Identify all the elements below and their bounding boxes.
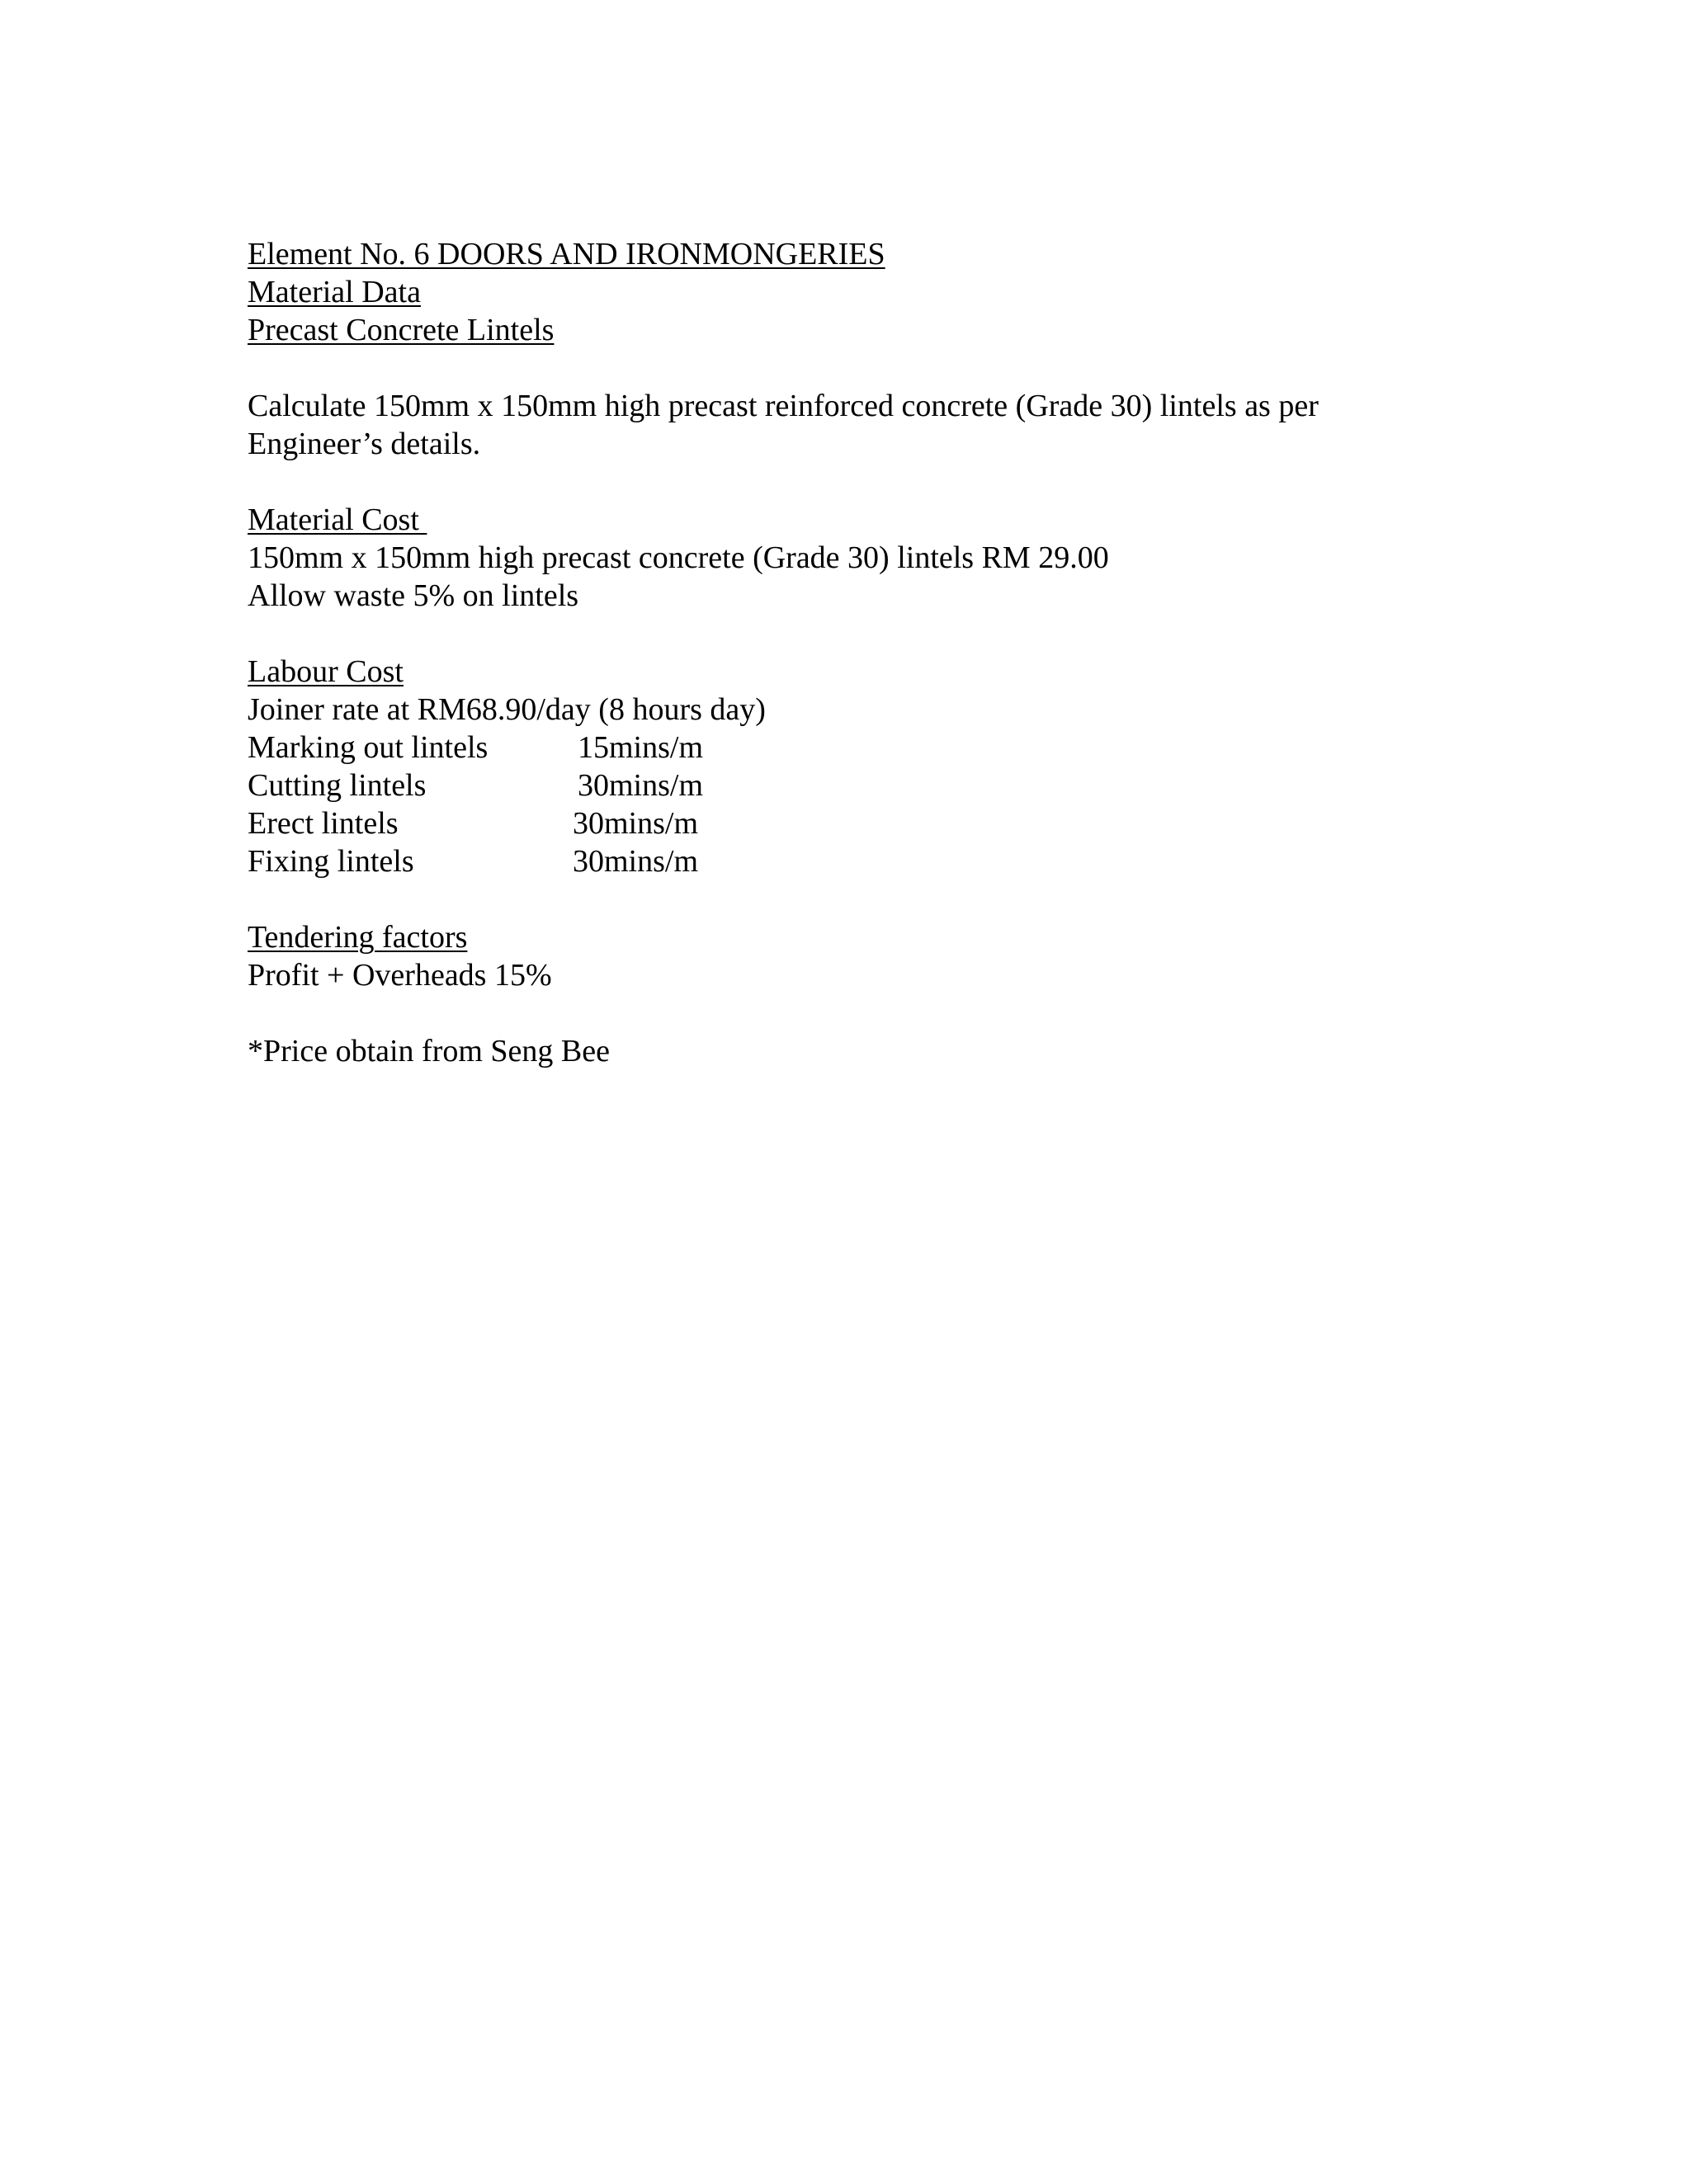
tendering-line-1: Profit + Overheads 15% <box>248 958 552 993</box>
material-cost-line-2: Allow waste 5% on lintels <box>248 578 579 613</box>
labour-task-row <box>248 804 1485 842</box>
spacer <box>248 349 1485 387</box>
labour-task-row <box>248 729 1485 767</box>
item-heading: Precast Concrete Lintels <box>248 313 555 347</box>
element-heading: Element No. 6 DOORS AND IRONMONGERIES <box>248 237 885 271</box>
labour-task-value: 30mins/m <box>573 844 699 879</box>
labour-task-label: Erect lintels <box>248 806 399 841</box>
material-cost-heading: Material Cost <box>248 502 427 537</box>
labour-task-value: 30mins/m <box>578 768 704 803</box>
labour-rate: Joiner rate at RM68.90/day (8 hours day) <box>248 692 766 727</box>
spacer <box>248 880 1485 918</box>
labour-task-label: Cutting lintels <box>248 768 427 803</box>
material-data-heading: Material Data <box>248 275 421 309</box>
spacer <box>248 994 1485 1032</box>
intro-line-1: Calculate 150mm x 150mm high precast reinforced concrete (Grade 30) lintels as per <box>248 389 1319 423</box>
document-page <box>248 235 1485 1070</box>
tendering-heading: Tendering factors <box>248 920 468 955</box>
labour-task-label: Fixing lintels <box>248 844 414 879</box>
spacer <box>248 615 1485 653</box>
spacer <box>248 463 1485 501</box>
price-note: *Price obtain from Seng Bee <box>248 1034 611 1068</box>
labour-task-row <box>248 767 1485 804</box>
labour-cost-heading: Labour Cost <box>248 654 404 689</box>
labour-task-row <box>248 842 1485 880</box>
labour-task-label: Marking out lintels <box>248 730 489 765</box>
labour-task-value: 15mins/m <box>578 730 704 765</box>
material-cost-line-1: 150mm x 150mm high precast concrete (Grade 30) lintels RM 29.00 <box>248 540 1109 575</box>
labour-task-value: 30mins/m <box>573 806 699 841</box>
intro-line-2: Engineer’s details. <box>248 427 481 461</box>
